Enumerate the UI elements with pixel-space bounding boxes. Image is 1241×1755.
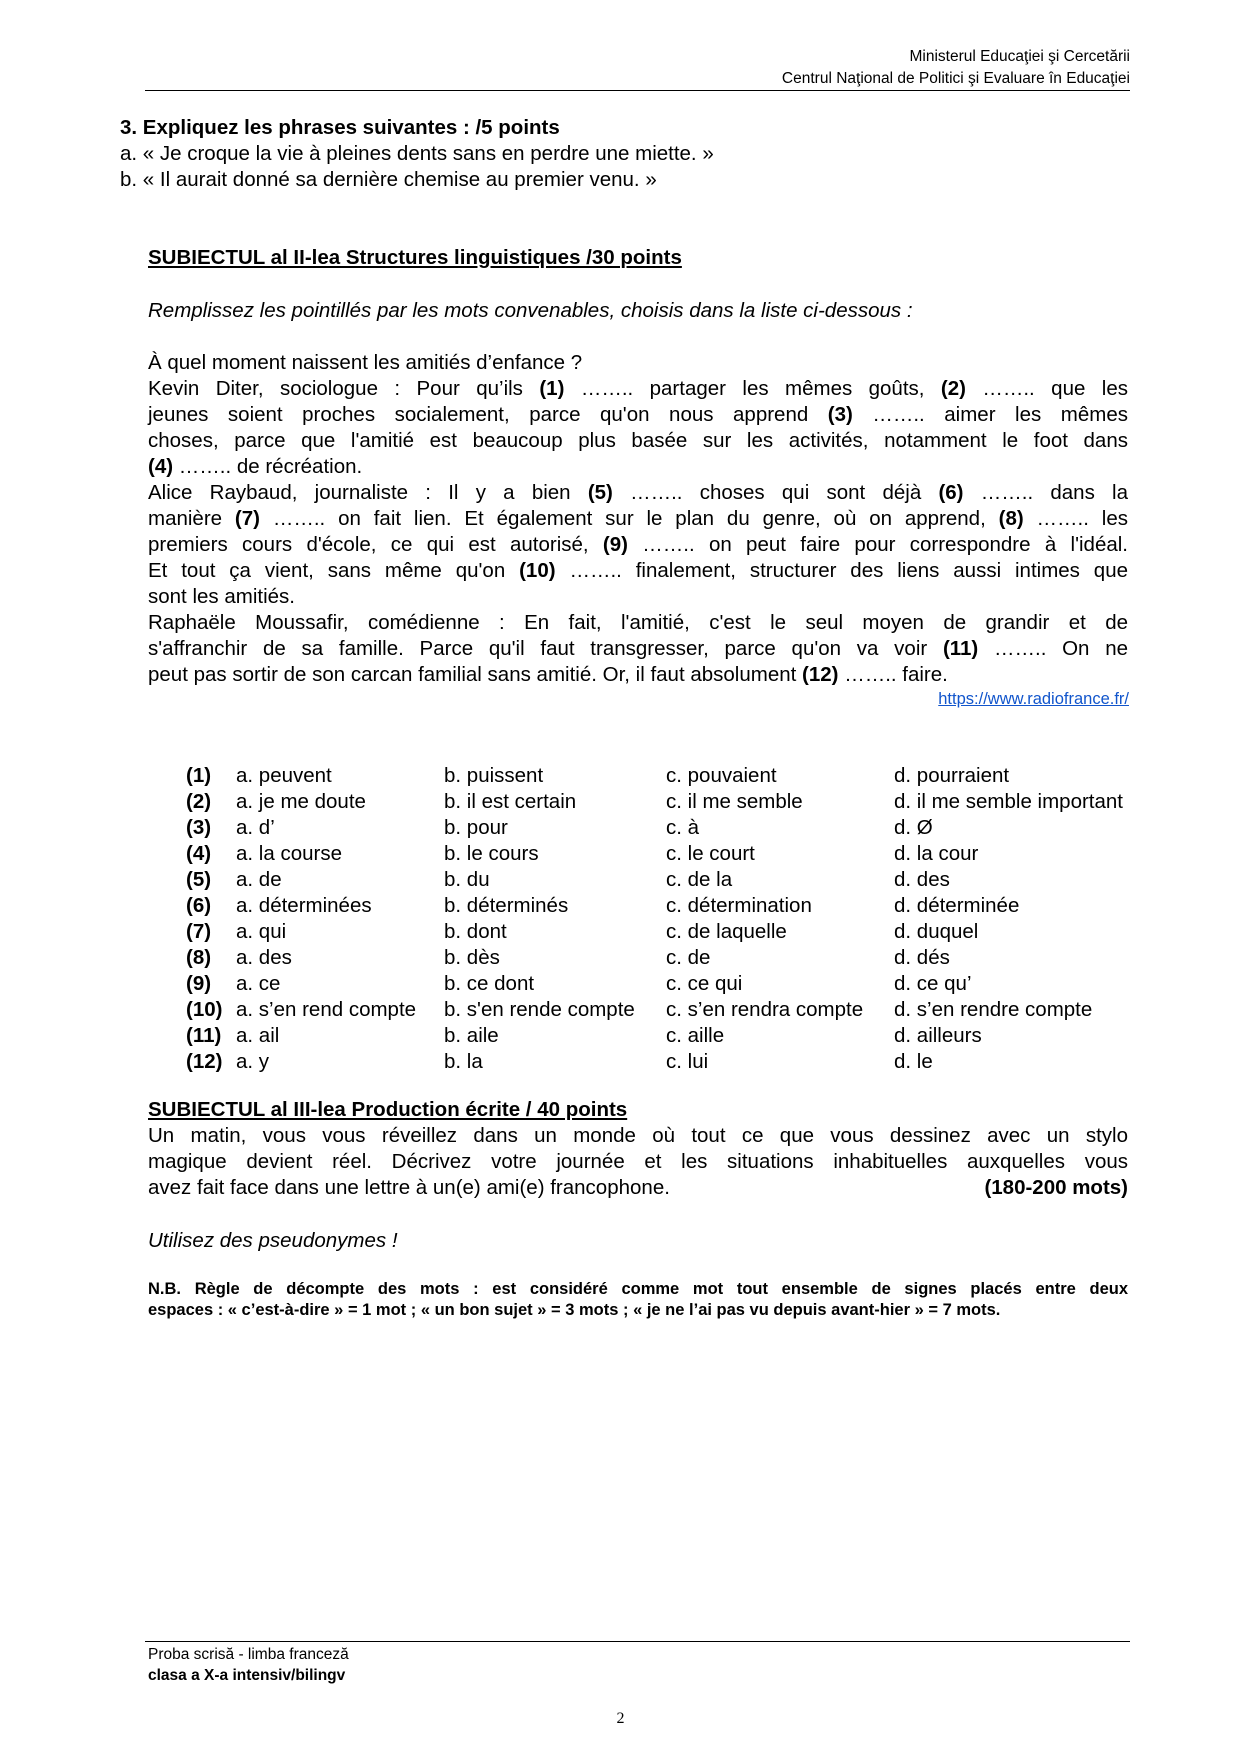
exercise3-item-b: b. « Il aurait donné sa dernière chemise au premier venu. » [120,168,657,191]
source-link[interactable]: https://www.radiofrance.fr/ [938,690,1129,708]
subject2-instruction: Remplissez les pointillés par les mots convenables, choisis dans la liste ci-dessous : [148,299,913,322]
fill-line: peut pas sortir de son carcan familial sans amitié. Or, il faut absolument (12) …….. faire. [148,663,948,686]
option-row: (10) a. s’en rend compte b. s'en rende compte c. s’en rendra compte d. s’en rendre compte [186,998,1093,1021]
option-row: (5) a. de b. du c. de la d. des [186,868,950,891]
nb-rule-line: N.B. Règle de décompte des mots : est considéré comme mot tout ensemble de signes placés entre deux [148,1280,1128,1298]
fill-line: s'affranchir de sa famille. Parce qu'il faut transgresser, parce qu'on va voir (11) …….. On ne [148,637,1128,660]
header-center: Centrul Naţional de Politici şi Evaluare în Educaţiei [781,70,1130,87]
word-count: (180-200 mots) [984,1176,1128,1199]
option-row: (8) a. des b. dès c. de d. dés [186,946,950,969]
fill-line: Kevin Diter, sociologue : Pour qu’ils (1) …….. partager les mêmes goûts, (2) …….. que les [148,377,1128,400]
option-row: (9) a. ce b. ce dont c. ce qui d. ce qu’ [186,972,972,995]
fill-line: Raphaële Moussafir, comédienne : En fait, l'amitié, c'est le seul moyen de grandir et de [148,611,1128,634]
page-number: 2 [616,1710,625,1727]
header-ministry: Ministerul Educaţiei şi Cercetării [909,48,1130,65]
text-title: À quel moment naissent les amitiés d’enfance ? [148,351,583,374]
footer-exam: Proba scrisă - limba franceză [148,1646,349,1663]
fill-line: manière (7) …….. on fait lien. Et également sur le plan du genre, où on apprend, (8) …….. les [148,507,1128,530]
exercise3-title: 3. Expliquez les phrases suivantes : /5 points [120,116,560,139]
fill-line: Et tout ça vient, sans même qu'on (10) …….. finalement, structurer des liens aussi intimes que [148,559,1129,582]
fill-line: sont les amitiés. [148,585,295,608]
subject3-title: SUBIECTUL al III-lea Production écrite / 40 points [148,1098,628,1121]
nb-rule-line: espaces : « c’est-à-dire » = 1 mot ; « un bon sujet » = 3 mots ; « je ne l’ai pas vu depuis avant-hier » = 7 mots. [148,1301,1001,1319]
option-row: (6) a. déterminées b. déterminés c. détermination d. déterminée [186,894,1020,917]
footer-rule [145,1641,1130,1642]
exercise3-item-a: a. « Je croque la vie à pleines dents sans en perdre une miette. » [120,142,714,165]
subject3-line: magique devient réel. Décrivez votre journée et les situations inhabituelles auxquelles vous [148,1150,1128,1173]
subject3-line: avez fait face dans une lettre à un(e) ami(e) francophone. (180-200 mots) [148,1176,1128,1199]
option-row: (4) a. la course b. le cours c. le court d. la cour [186,842,979,865]
footer-class: clasa a X-a intensiv/bilingv [148,1667,346,1684]
fill-line: choses, parce que l'amitié est beaucoup plus basée sur les activités, notamment le foot dans [148,429,1128,452]
option-row: (1) a. peuvent b. puissent c. pouvaient d. pourraient [186,764,1010,787]
fill-line: jeunes soient proches socialement, parce qu'on nous apprend (3) …….. aimer les mêmes [148,403,1128,426]
fill-line: (4) …….. de récréation. [148,455,363,478]
option-row: (3) a. d’ b. pour c. à d. Ø [186,816,933,839]
option-row: (12) a. y b. la c. lui d. le [186,1050,933,1073]
header-rule [145,90,1130,91]
pseudonym-note: Utilisez des pseudonymes ! [148,1229,398,1252]
option-row: (2) a. je me doute b. il est certain c. il me semble d. il me semble important [186,790,1124,813]
fill-line: premiers cours d'école, ce qui est autorisé, (9) …….. on peut faire pour correspondre à l'idéal. [148,533,1128,556]
option-row: (11) a. ail b. aile c. aille d. ailleurs [186,1024,982,1047]
option-row: (7) a. qui b. dont c. de laquelle d. duquel [186,920,979,943]
subject3-line: Un matin, vous vous réveillez dans un monde où tout ce que vous dessinez avec un stylo [148,1124,1128,1147]
fill-line: Alice Raybaud, journaliste : Il y a bien (5) …….. choses qui sont déjà (6) …….. dans la [148,481,1128,504]
subject2-title: SUBIECTUL al II-lea Structures linguistiques /30 points [148,246,682,269]
